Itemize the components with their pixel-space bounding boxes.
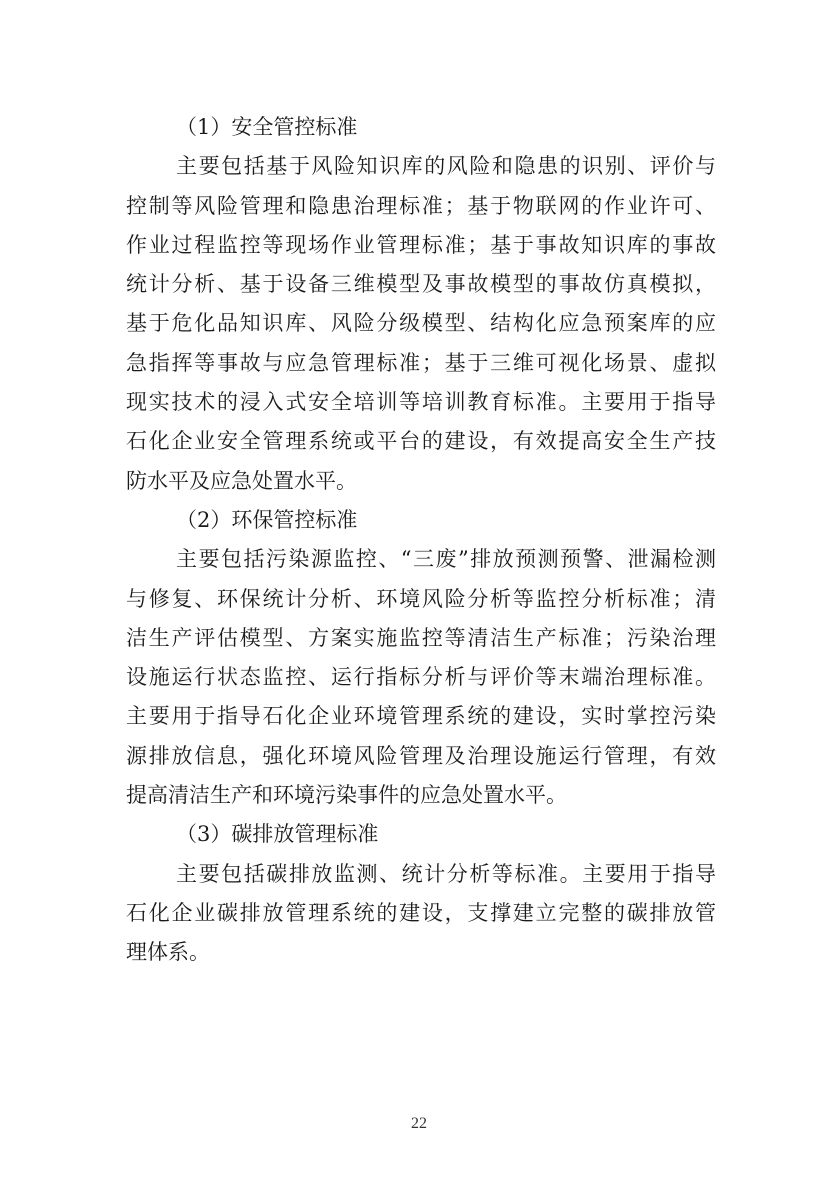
- section-heading: （1）安全管控标准: [176, 115, 358, 139]
- page-number: 22: [411, 1115, 427, 1132]
- paragraph-line: 主要包括基于风险知识库的风险和隐患的识别、评价与: [176, 154, 716, 179]
- section-environment: [126, 501, 716, 815]
- paragraph-line: 洁生产评估模型、方案实施监控等清洁生产标准；污染治理: [126, 625, 716, 650]
- paragraph-line: 急指挥等事故与应急管理标准；基于三维可视化场景、虚拟: [126, 350, 716, 375]
- paragraph-line: 源排放信息，强化环境风险管理及治理设施运行管理，有效: [126, 743, 716, 768]
- paragraph: [126, 540, 716, 815]
- paragraph-line: 石化企业安全管理系统或平台的建设，有效提高安全生产技: [126, 429, 716, 454]
- paragraph-line: 主要用于指导石化企业环境管理系统的建设，实时掌控污染: [126, 704, 716, 729]
- paragraph-line: 与修复、环保统计分析、环境风险分析等监控分析标准；清: [126, 586, 716, 611]
- paragraph-line: 作业过程监控等现场作业管理标准；基于事故知识库的事故: [126, 232, 716, 257]
- section-heading: （2）环保管控标准: [176, 507, 358, 532]
- section-heading: （3）碳排放管理标准: [176, 822, 379, 847]
- document-body: [126, 108, 716, 973]
- section-safety: [126, 108, 716, 501]
- paragraph-line: 防水平及应急处置水平。: [126, 468, 357, 493]
- paragraph-line: 基于危化品知识库、风险分级模型、结构化应急预案库的应: [126, 311, 716, 336]
- paragraph-line: 提高清洁生产和环境污染事件的应急处置水平。: [126, 783, 567, 808]
- paragraph-line: 主要包括碳排放监测、统计分析等标准。主要用于指导: [176, 861, 716, 886]
- paragraph-line: 设施运行状态监控、运行指标分析与评价等末端治理标准。: [126, 665, 716, 690]
- paragraph-line: 控制等风险管理和隐患治理标准；基于物联网的作业许可、: [126, 193, 716, 218]
- paragraph: [126, 147, 716, 501]
- paragraph-line: 石化企业碳排放管理系统的建设，支撑建立完整的碳排放管: [126, 900, 716, 925]
- paragraph-line: 统计分析、基于设备三维模型及事故模型的事故仿真模拟，: [126, 272, 716, 297]
- paragraph-line: 理体系。: [126, 940, 210, 965]
- paragraph: [126, 855, 716, 973]
- section-carbon: [126, 815, 716, 972]
- paragraph-line: 现实技术的浸入式安全培训等培训教育标准。主要用于指导: [126, 390, 716, 415]
- paragraph-line: 主要包括污染源监控、“三废”排放预测预警、泄漏检测: [176, 547, 716, 572]
